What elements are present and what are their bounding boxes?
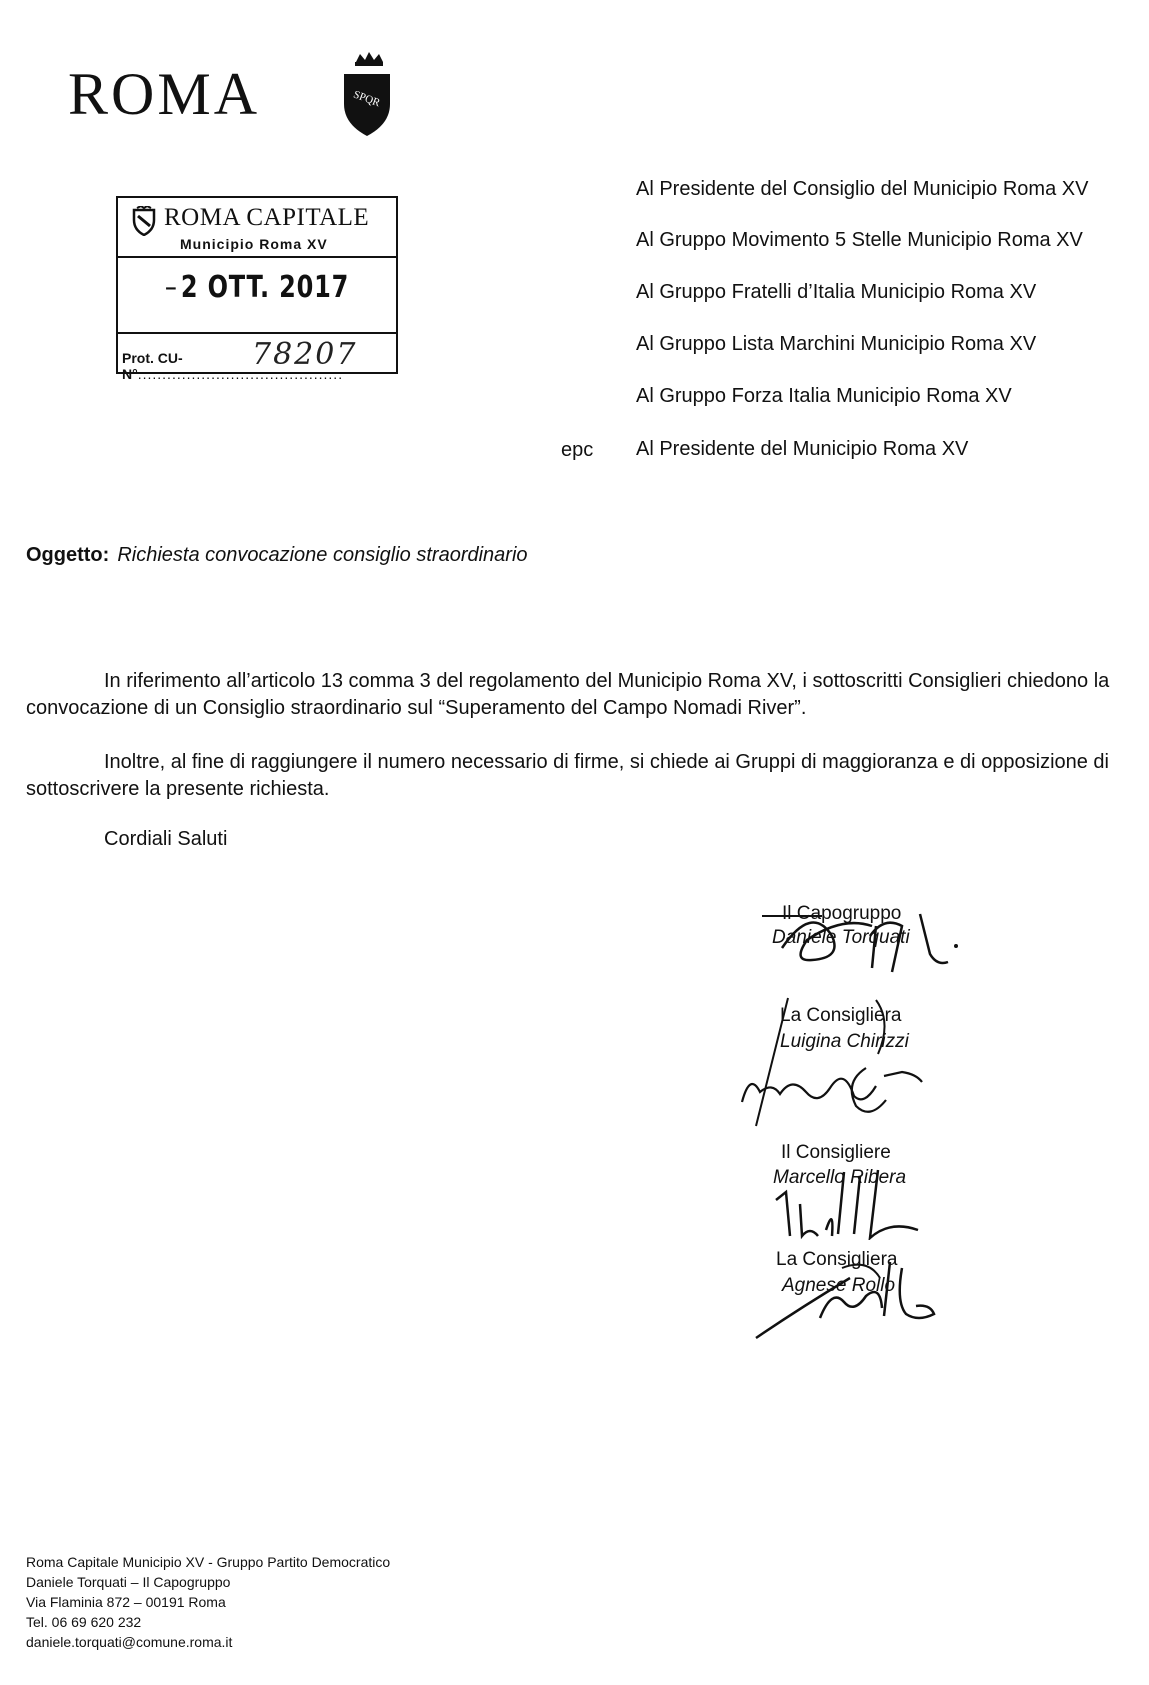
footer-line: Tel. 06 69 620 232 (26, 1614, 142, 1630)
footer-line: Roma Capitale Municipio XV - Gruppo Partito Democratico (26, 1554, 391, 1570)
footer-line: Daniele Torquati – Il Capogruppo (26, 1574, 231, 1590)
signatory-name: Luigina Chirizzi (780, 1031, 909, 1052)
footer-contact (26, 1552, 390, 1652)
epc-label: epc (561, 439, 594, 461)
stamp-shield-icon (132, 206, 156, 236)
recipient-line: Al Gruppo Forza Italia Municipio Roma XV (636, 385, 1012, 407)
signatory-name: Daniele Torquati (772, 927, 910, 948)
signatory-role: Il Consigliere (781, 1142, 891, 1163)
subject-label: Oggetto: (26, 544, 110, 566)
recipient-line: Al Gruppo Movimento 5 Stelle Municipio Roma XV (636, 229, 1083, 251)
svg-text:SPQR: SPQR (351, 88, 382, 110)
stamp-divider (118, 256, 396, 258)
body-paragraph: Inoltre, al fine di raggiungere il numero necessario di firme, si chiede ai Gruppi di maggioranza e di opposizione di sottoscrivere la presente richiesta. (26, 751, 1109, 800)
signatory-name: Agnese Rollo (782, 1275, 896, 1296)
footer-line: daniele.torquati@comune.roma.it (26, 1634, 233, 1650)
svg-text:78207: 78207 (252, 337, 358, 372)
protocol-stamp (116, 196, 398, 382)
recipient-line: Al Gruppo Lista Marchini Municipio Roma XV (636, 333, 1037, 355)
handwritten-prot-number (246, 330, 366, 372)
stamp-date: – 2 OTT. 2017 (164, 270, 350, 305)
roma-logo-text: ROMA (68, 61, 261, 127)
signatory-role: La Consigliera (780, 1005, 902, 1026)
recipient-line: Al Gruppo Fratelli d’Italia Municipio Roma XV (636, 281, 1037, 303)
signatory-name: Marcello Ribera (773, 1167, 907, 1188)
signatory-role: La Consigliera (776, 1249, 898, 1270)
signatory-role: Il Capogruppo (782, 903, 902, 924)
stamp-subtitle: Municipio Roma XV (180, 236, 328, 252)
subject-text: Richiesta convocazione consiglio straordinario (117, 544, 528, 566)
body-paragraph: In riferimento all’articolo 13 comma 3 del regolamento del Municipio Roma XV, i sottoscritti Consiglieri chiedono la convocazione di un Consiglio straordinario sul “Superamento del Campo Nomadi River”. (26, 670, 1110, 719)
stamp-title: ROMA CAPITALE (164, 204, 370, 231)
stamp-prot-label: Prot. CU-N°.......................................... (122, 350, 344, 382)
footer-line: Via Flaminia 872 – 00191 Roma (26, 1594, 226, 1610)
subject-line (26, 544, 528, 567)
recipient-line: Al Presidente del Consiglio del Municipio Roma XV (636, 178, 1089, 200)
roma-crest-icon (338, 48, 396, 138)
closing-text: Cordiali Saluti (104, 828, 228, 850)
recipient-line: Al Presidente del Municipio Roma XV (636, 438, 969, 460)
